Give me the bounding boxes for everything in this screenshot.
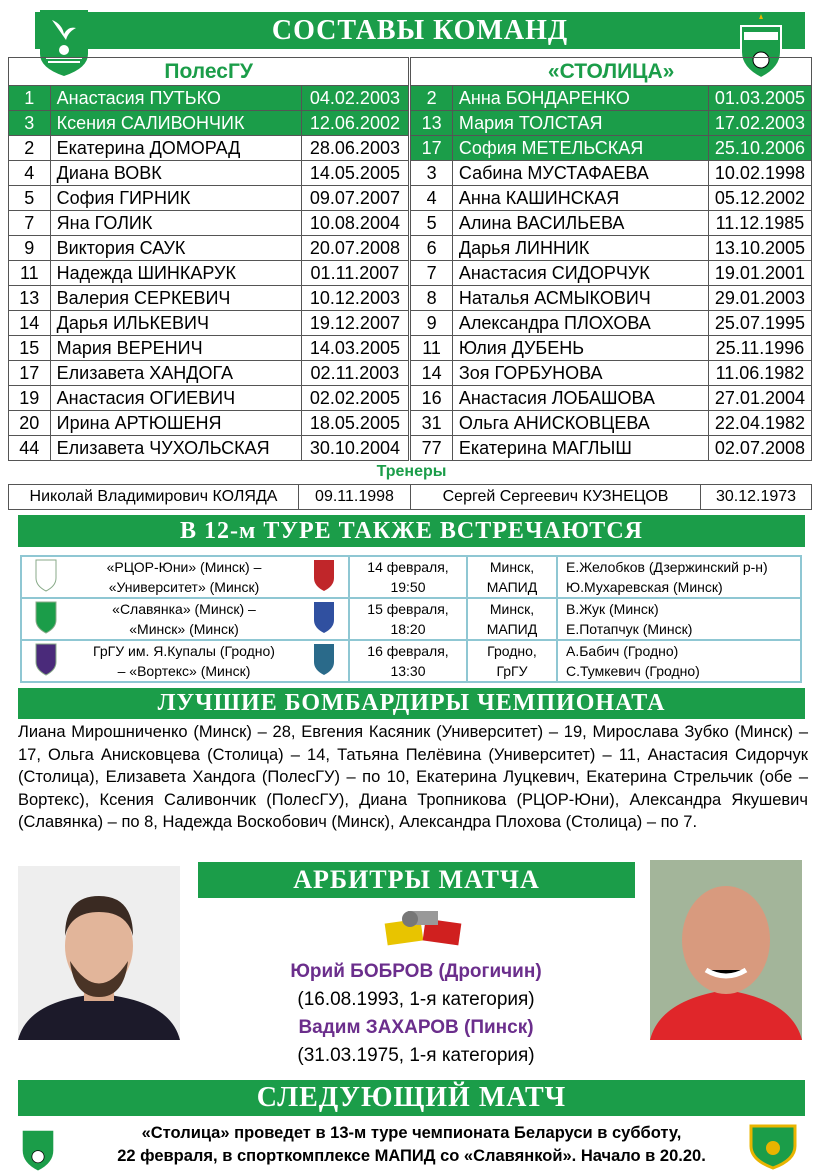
home-player-name: Ксения САЛИВОНЧИК [50, 111, 301, 136]
home-player-name: Надежда ШИНКАРУК [50, 261, 301, 286]
next-match-bar: СЛЕДУЮЩИЙ МАТЧ [18, 1080, 805, 1116]
away-player-name: Сабина МУСТАФАЕВА [452, 161, 708, 186]
away-player-name: Анна БОНДАРЕНКО [452, 86, 708, 111]
home-player-number: 5 [9, 186, 51, 211]
away-player-number: 3 [411, 161, 453, 186]
away-player-number: 14 [411, 361, 453, 386]
home-player-name: Дарья ИЛЬКЕВИЧ [50, 311, 301, 336]
roster-row [9, 311, 812, 336]
away-club-logo-icon [312, 558, 336, 592]
home-player-number: 15 [9, 336, 51, 361]
away-player-dob: 11.06.1982 [708, 361, 811, 386]
stolitsa-logo-icon [18, 1120, 58, 1172]
away-coach-date: 30.12.1973 [701, 485, 812, 510]
home-player-name: Мария ВЕРЕНИЧ [50, 336, 301, 361]
away-player-number: 6 [411, 236, 453, 261]
away-player-name: Александра ПЛОХОВА [452, 311, 708, 336]
home-player-number: 3 [9, 111, 51, 136]
away-player-name: Алина ВАСИЛЬЕВА [452, 211, 708, 236]
home-player-name: Елизавета ХАНДОГА [50, 361, 301, 386]
away-player-number: 31 [411, 411, 453, 436]
home-player-number: 14 [9, 311, 51, 336]
home-player-name: Диана ВОВК [50, 161, 301, 186]
home-player-number: 17 [9, 361, 51, 386]
away-player-dob: 05.12.2002 [708, 186, 811, 211]
referee-1-info: (16.08.1993, 1-я категория) [297, 989, 535, 1010]
roster-row [9, 211, 812, 236]
referee-photo-1 [18, 866, 180, 1040]
home-player-number: 9 [9, 236, 51, 261]
roster-row [9, 386, 812, 411]
away-player-dob: 10.02.1998 [708, 161, 811, 186]
referees-bar: АРБИТРЫ МАТЧА [198, 862, 635, 898]
next-match-line-1: «Столица» проведет в 13-м туре чемпионата Беларуси в субботу, [141, 1124, 682, 1142]
away-player-number: 7 [411, 261, 453, 286]
referees-list [200, 958, 632, 1070]
match-venue: ГрГУ [496, 663, 528, 679]
home-player-dob: 12.06.2002 [301, 111, 409, 136]
roster-row [9, 161, 812, 186]
home-player-dob: 19.12.2007 [301, 311, 409, 336]
match-city: Гродно, [487, 643, 537, 659]
next-match-line-2: 22 февраля, в спорткомплексе МАПИД со «Славянкой». Начало в 20.20. [117, 1147, 706, 1165]
home-player-dob: 14.03.2005 [301, 336, 409, 361]
home-club-logo-icon [34, 600, 58, 634]
away-player-dob: 27.01.2004 [708, 386, 811, 411]
roster-row [9, 236, 812, 261]
match-date: 15 февраля, [367, 601, 449, 617]
title-bar: СОСТАВЫ КОМАНД [35, 12, 805, 49]
home-player-dob: 10.12.2003 [301, 286, 409, 311]
home-player-name: Елизавета ЧУХОЛЬСКАЯ [50, 436, 301, 461]
match-date: 16 февраля, [367, 643, 449, 659]
away-player-dob: 29.01.2003 [708, 286, 811, 311]
away-player-dob: 22.04.1982 [708, 411, 811, 436]
away-player-number: 9 [411, 311, 453, 336]
match-referee-2: Ю.Мухаревская (Минск) [566, 579, 723, 595]
home-player-number: 20 [9, 411, 51, 436]
away-player-name: Мария ТОЛСТАЯ [452, 111, 708, 136]
match-referee-2: Е.Потапчук (Минск) [566, 621, 693, 637]
away-player-name: Юлия ДУБЕНЬ [452, 336, 708, 361]
match-teams-line-2: – «Вортекс» (Минск) [117, 663, 251, 679]
home-player-dob: 04.02.2003 [301, 86, 409, 111]
home-club-logo-icon [34, 642, 58, 676]
away-player-dob: 25.07.1995 [708, 311, 811, 336]
match-teams-line-1: «Славянка» (Минск) – [112, 601, 256, 617]
away-player-dob: 01.03.2005 [708, 86, 811, 111]
referee-photo-2 [650, 860, 802, 1040]
home-player-dob: 02.11.2003 [301, 361, 409, 386]
away-player-dob: 25.11.1996 [708, 336, 811, 361]
away-player-name: Ольга АНИСКОВЦЕВА [452, 411, 708, 436]
match-referee-1: Е.Желобков (Дзержинский р-н) [566, 559, 768, 575]
next-match-text [80, 1122, 743, 1168]
match-venue: МАПИД [486, 579, 538, 595]
home-player-number: 4 [9, 161, 51, 186]
matches-table [20, 555, 802, 683]
coaches-label: Тренеры [376, 463, 447, 480]
match-venue: МАПИД [486, 621, 538, 637]
home-player-dob: 01.11.2007 [301, 261, 409, 286]
slavyanka-logo-icon [748, 1122, 798, 1170]
away-player-name: Наталья АСМЫКОВИЧ [452, 286, 708, 311]
away-player-number: 8 [411, 286, 453, 311]
match-row [21, 556, 801, 598]
match-teams-line-1: «РЦОР-Юни» (Минск) – [106, 559, 262, 575]
match-time: 19:50 [390, 579, 426, 595]
home-player-dob: 10.08.2004 [301, 211, 409, 236]
away-player-number: 2 [411, 86, 453, 111]
home-player-dob: 09.07.2007 [301, 186, 409, 211]
away-player-name: Анастасия СИДОРЧУК [452, 261, 708, 286]
away-player-number: 17 [411, 136, 453, 161]
home-coach-name: Николай Владимирович КОЛЯДА [9, 485, 299, 510]
roster-row [9, 436, 812, 461]
home-player-name: Ирина АРТЮШЕНЯ [50, 411, 301, 436]
match-referee-1: А.Бабич (Гродно) [566, 643, 679, 659]
coaches-table [8, 484, 812, 510]
away-player-number: 11 [411, 336, 453, 361]
roster-row [9, 361, 812, 386]
match-row [21, 640, 801, 682]
scorers-text: Лиана Мирошниченко (Минск) – 28, Евгения Касяник (Университет) – 19, Мирослава Зубко (Минск) – 17, Ольга Анисковцева (Столица) – 14, Татьяна Пелёвина (Университет) – 11, Анастасия Сидорчук (Столица), Елизавета Хандога (ПолесГУ) – по 10, Екатерина Луцкевич, Екатерина Стрельчик (обе – Вортекс), Ксения Саливончик (ПолесГУ), Диана Тропникова (РЦОР-Юни), Александра Якушевич (Славянка) – по 8, Надежда Воскобович (Минск), Александра Плохова (Столица) – по 7. [18, 723, 808, 832]
home-player-name: Валерия СЕРКЕВИЧ [50, 286, 301, 311]
match-city: Минск, [489, 601, 535, 617]
home-player-dob: 14.05.2005 [301, 161, 409, 186]
home-player-number: 19 [9, 386, 51, 411]
away-club-logo-icon [312, 600, 336, 634]
home-player-number: 13 [9, 286, 51, 311]
away-player-number: 16 [411, 386, 453, 411]
away-player-dob: 25.10.2006 [708, 136, 811, 161]
roster-row [9, 411, 812, 436]
away-player-dob: 02.07.2008 [708, 436, 811, 461]
referee-2-name: Вадим ЗАХАРОВ (Пинск) [298, 1017, 534, 1038]
scorers-bar: ЛУЧШИЕ БОМБАРДИРЫ ЧЕМПИОНАТА [18, 688, 805, 719]
away-player-number: 5 [411, 211, 453, 236]
roster-row [9, 336, 812, 361]
away-player-number: 77 [411, 436, 453, 461]
home-player-dob: 20.07.2008 [301, 236, 409, 261]
match-referee-1: В.Жук (Минск) [566, 601, 659, 617]
away-player-number: 13 [411, 111, 453, 136]
away-club-logo-icon [312, 642, 336, 676]
away-player-name: Дарья ЛИННИК [452, 236, 708, 261]
away-player-number: 4 [411, 186, 453, 211]
match-referee-2: С.Тумкевич (Гродно) [566, 663, 700, 679]
match-date: 14 февраля, [367, 559, 449, 575]
away-player-dob: 17.02.2003 [708, 111, 811, 136]
home-player-dob: 02.02.2005 [301, 386, 409, 411]
home-player-dob: 30.10.2004 [301, 436, 409, 461]
home-player-name: София ГИРНИК [50, 186, 301, 211]
round-bar: В 12-м ТУРЕ ТАКЖЕ ВСТРЕЧАЮТСЯ [18, 515, 805, 547]
away-player-dob: 11.12.1985 [708, 211, 811, 236]
roster-row [9, 286, 812, 311]
match-teams-line-2: «Минск» (Минск) [129, 621, 239, 637]
home-player-name: Екатерина ДОМОРАД [50, 136, 301, 161]
home-player-number: 1 [9, 86, 51, 111]
match-time: 13:30 [390, 663, 426, 679]
home-player-dob: 28.06.2003 [301, 136, 409, 161]
match-city: Минск, [489, 559, 535, 575]
referee-2-info: (31.03.1975, 1-я категория) [297, 1045, 535, 1066]
roster-row [9, 261, 812, 286]
home-player-name: Анастасия ПУТЬКО [50, 86, 301, 111]
away-player-dob: 13.10.2005 [708, 236, 811, 261]
match-row [21, 598, 801, 640]
referee-1-name: Юрий БОБРОВ (Дрогичин) [290, 961, 542, 982]
home-team-name: ПолесГУ [9, 58, 409, 86]
roster-row [9, 86, 812, 111]
away-player-name: Зоя ГОРБУНОВА [452, 361, 708, 386]
away-coach-name: Сергей Сергеевич КУЗНЕЦОВ [411, 485, 701, 510]
home-club-logo-icon [34, 558, 58, 592]
roster-row [9, 186, 812, 211]
away-player-name: София МЕТЕЛЬСКАЯ [452, 136, 708, 161]
home-player-dob: 18.05.2005 [301, 411, 409, 436]
away-player-name: Екатерина МАГЛЫШ [452, 436, 708, 461]
roster-row [9, 111, 812, 136]
match-time: 18:20 [390, 621, 426, 637]
home-player-name: Виктория САУК [50, 236, 301, 261]
home-player-name: Яна ГОЛИК [50, 211, 301, 236]
away-player-name: Анастасия ЛОБАШОВА [452, 386, 708, 411]
roster-table [8, 57, 812, 461]
match-teams-line-2: «Университет» (Минск) [108, 579, 260, 595]
away-player-name: Анна КАШИНСКАЯ [452, 186, 708, 211]
home-player-number: 2 [9, 136, 51, 161]
away-team-name: «СТОЛИЦА» [411, 58, 812, 86]
home-player-number: 44 [9, 436, 51, 461]
whistle-cards-icon [380, 905, 470, 947]
away-player-dob: 19.01.2001 [708, 261, 811, 286]
roster-row [9, 136, 812, 161]
home-player-number: 11 [9, 261, 51, 286]
home-player-number: 7 [9, 211, 51, 236]
home-coach-date: 09.11.1998 [299, 485, 411, 510]
match-teams-line-1: ГрГУ им. Я.Купалы (Гродно) [93, 643, 275, 659]
home-player-name: Анастасия ОГИЕВИЧ [50, 386, 301, 411]
